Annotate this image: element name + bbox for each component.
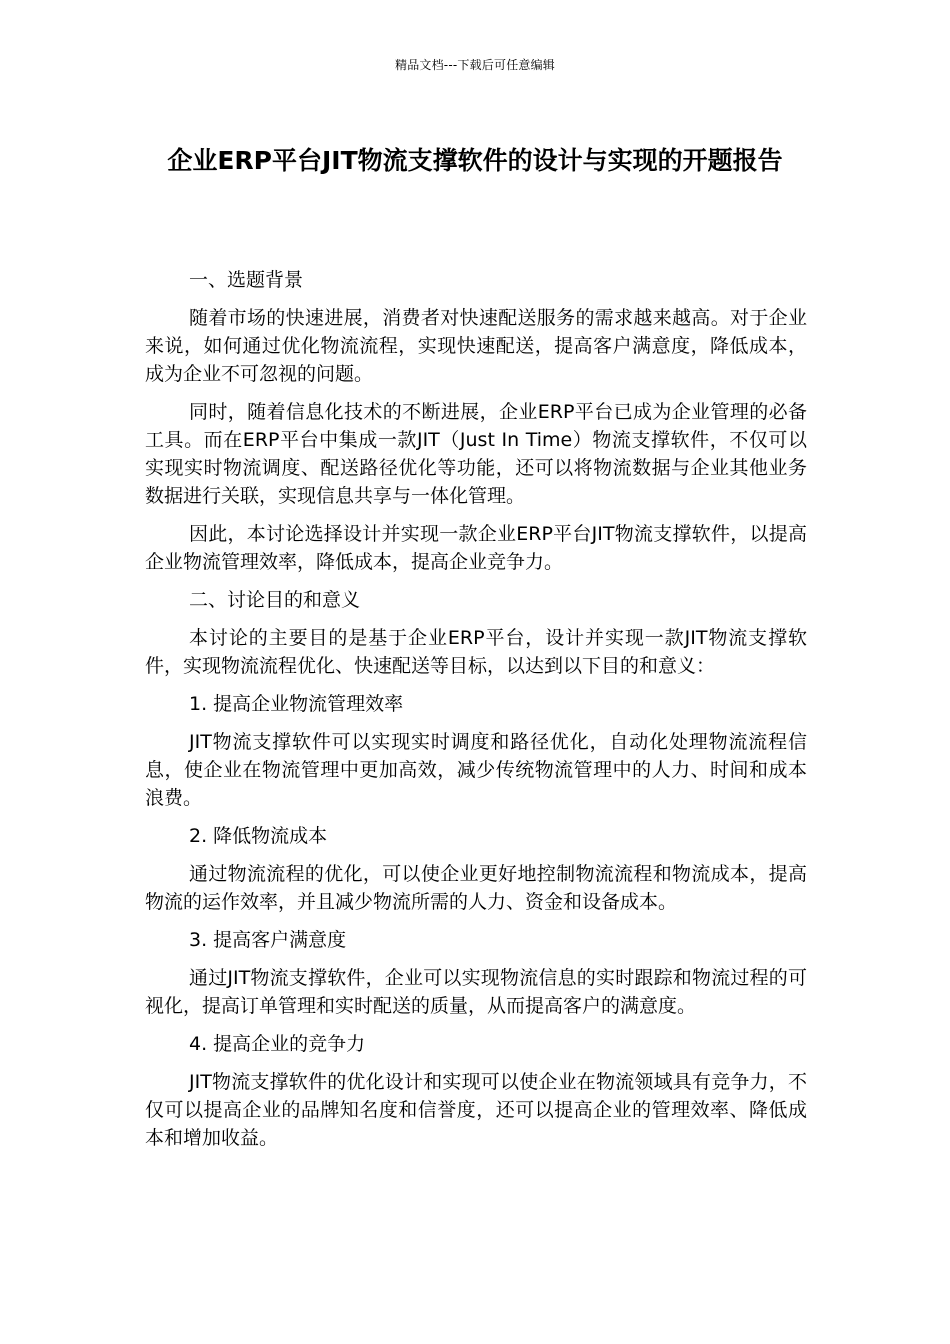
page-header-note: 精品文档---下载后可任意编辑: [395, 58, 555, 72]
body-paragraph: 本讨论的主要目的是基于企业ERP平台，设计并实现一款JIT物流支撑软件，实现物流流程优化、快速配送等目标，以达到以下目的和意义：: [145, 627, 807, 677]
body-paragraph: 通过物流流程的优化，可以使企业更好地控制物流流程和物流成本，提高物流的运作效率，并且减少物流所需的人力、资金和设备成本。: [145, 863, 807, 913]
subheading-efficiency: 1. 提高企业物流管理效率: [189, 693, 404, 715]
subheading-competitiveness: 4. 提高企业的竞争力: [189, 1033, 366, 1055]
section-heading-purpose: 二、讨论目的和意义: [189, 589, 361, 611]
body-paragraph: 随着市场的快速进展，消费者对快速配送服务的需求越来越高。对于企业来说，如何通过优化物流流程，实现快速配送，提高客户满意度，降低成本，成为企业不可忽视的问题。: [145, 307, 807, 385]
body-paragraph: 通过JIT物流支撑软件，企业可以实现物流信息的实时跟踪和物流过程的可视化，提高订单管理和实时配送的质量，从而提高客户的满意度。: [145, 967, 807, 1017]
body-paragraph: JIT物流支撑软件的优化设计和实现可以使企业在物流领域具有竞争力，不仅可以提高企业的品牌知名度和信誉度，还可以提高企业的管理效率、降低成本和增加收益。: [145, 1071, 807, 1149]
section-heading-background: 一、选题背景: [189, 269, 304, 291]
subheading-satisfaction: 3. 提高客户满意度: [189, 929, 347, 951]
body-paragraph: 同时，随着信息化技术的不断进展，企业ERP平台已成为企业管理的必备工具。而在ERP平台中集成一款JIT（Just In Time）物流支撑软件，不仅可以实现实时物流调度、配送路径优化等功能，还可以将物流数据与企业其他业务数据进行关联，实现信息共享与一体化管理。: [145, 401, 807, 507]
subheading-cost: 2. 降低物流成本: [189, 825, 328, 847]
body-paragraph: JIT物流支撑软件可以实现实时调度和路径优化，自动化处理物流流程信息，使企业在物流管理中更加高效，减少传统物流管理中的人力、时间和成本浪费。: [145, 731, 807, 809]
document-body: [145, 266, 807, 1162]
body-paragraph: 因此，本讨论选择设计并实现一款企业ERP平台JIT物流支撑软件，以提高企业物流管理效率，降低成本，提高企业竞争力。: [145, 523, 807, 573]
document-title: 企业ERP平台JIT物流支撑软件的设计与实现的开题报告: [167, 146, 783, 175]
